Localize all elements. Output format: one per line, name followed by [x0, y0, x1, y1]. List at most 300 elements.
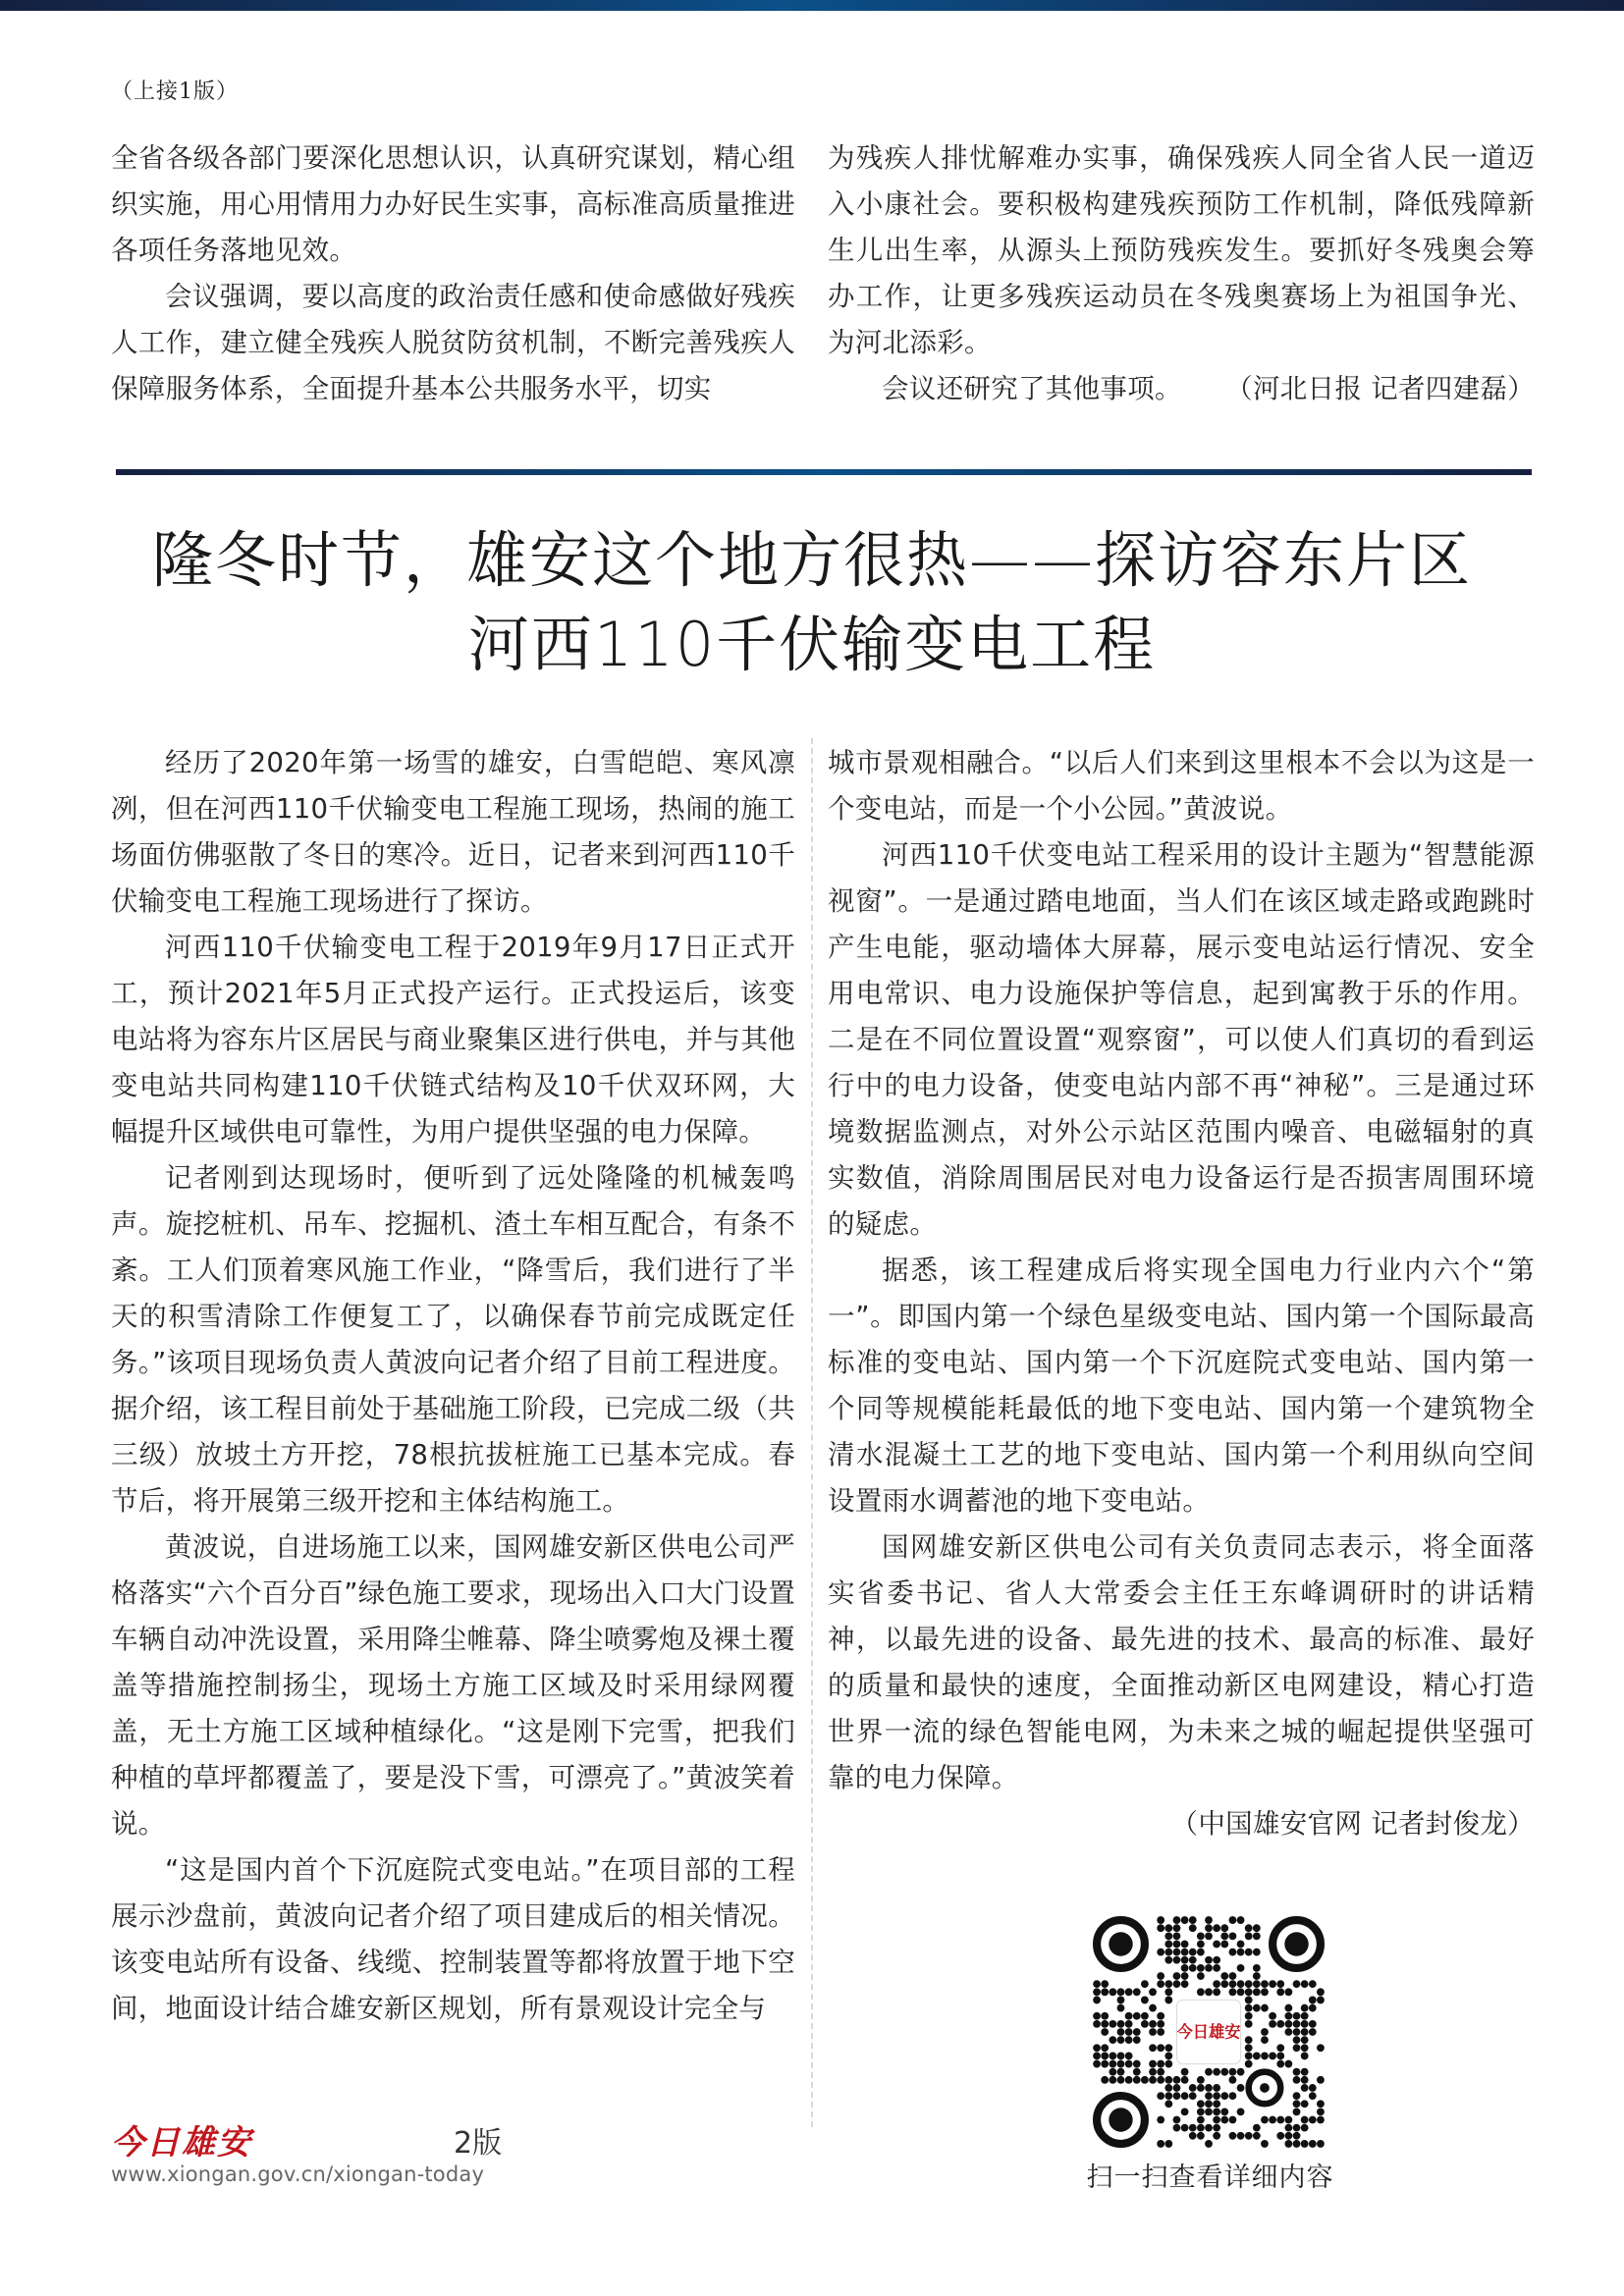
- qr-dot: [1301, 2076, 1309, 2084]
- qr-dot: [1284, 2116, 1292, 2124]
- qr-dot: [1133, 2076, 1141, 2084]
- qr-dot: [1164, 1924, 1172, 1932]
- qr-dot: [1093, 2020, 1101, 2028]
- qr-dot: [1197, 2084, 1205, 2092]
- qr-dot: [1276, 1980, 1284, 1988]
- article-left-column: [111, 740, 795, 2032]
- qr-dot: [1125, 2053, 1133, 2060]
- qr-dot: [1284, 2124, 1292, 2132]
- qr-dot: [1213, 2124, 1220, 2132]
- qr-dot: [1164, 2053, 1172, 2060]
- qr-dot: [1205, 2084, 1213, 2092]
- qr-dot: [1181, 1972, 1189, 1980]
- qr-dot: [1173, 2124, 1181, 2132]
- article-paragraph: 城市景观相融合。“以后人们来到这里根本不会以为这是一个变电站，而是一个小公园。”黄波说。: [828, 747, 1535, 825]
- qr-dot: [1189, 1949, 1197, 1956]
- qr-dot: [1229, 1932, 1237, 1940]
- qr-dot: [1149, 2060, 1157, 2068]
- qr-dot: [1109, 2036, 1116, 2044]
- qr-dot: [1101, 2060, 1109, 2068]
- qr-dot: [1141, 2012, 1149, 2020]
- qr-dot: [1253, 1972, 1261, 1980]
- qr-dot: [1164, 1980, 1172, 1988]
- qr-dot: [1293, 2020, 1301, 2028]
- footer-url[interactable]: www.xiongan.gov.cn/xiongan-today: [111, 2163, 485, 2186]
- qr-dot: [1101, 2012, 1109, 2020]
- qr-dot: [1093, 1997, 1101, 2004]
- qr-dot: [1284, 2020, 1292, 2028]
- qr-dot: [1181, 1941, 1189, 1949]
- qr-dot: [1276, 2132, 1284, 2140]
- qr-center-logo: 今日雄安: [1176, 2022, 1241, 2042]
- qr-dot: [1141, 2076, 1149, 2084]
- qr-dot: [1213, 1964, 1220, 1972]
- qr-dot: [1205, 1956, 1213, 1964]
- qr-dot: [1149, 2068, 1157, 2076]
- qr-dot: [1093, 2053, 1101, 2060]
- qr-dot: [1164, 1949, 1172, 1956]
- qr-dot: [1181, 1916, 1189, 1924]
- qr-dot: [1261, 2116, 1269, 2124]
- qr-dot: [1269, 2053, 1276, 2060]
- qr-dot: [1093, 2044, 1101, 2052]
- qr-dot: [1164, 1997, 1172, 2004]
- qr-dot: [1173, 1924, 1181, 1932]
- qr-dot: [1205, 1964, 1213, 1972]
- qr-dot: [1301, 2116, 1309, 2124]
- qr-dot: [1237, 2108, 1245, 2115]
- qr-dot: [1157, 2092, 1164, 2100]
- qr-dot: [1237, 2132, 1245, 2140]
- qr-dot: [1213, 1924, 1220, 1932]
- qr-dot: [1245, 2004, 1253, 2012]
- qr-dot: [1117, 2020, 1125, 2028]
- qr-dot: [1125, 2076, 1133, 2084]
- qr-dot: [1261, 2053, 1269, 2060]
- qr-dot: [1237, 1964, 1245, 1972]
- qr-dot: [1245, 2053, 1253, 2060]
- qr-dot: [1317, 1997, 1325, 2004]
- qr-dot: [1141, 1980, 1149, 1988]
- qr-dot: [1101, 2020, 1109, 2028]
- qr-dot: [1181, 2076, 1189, 2084]
- qr-dot: [1149, 2044, 1157, 2052]
- qr-dot: [1149, 2004, 1157, 2012]
- qr-dot: [1189, 2084, 1197, 2092]
- qr-dot: [1253, 1980, 1261, 1988]
- qr-dot: [1205, 1988, 1213, 1996]
- qr-dot: [1093, 1988, 1101, 1996]
- qr-dot: [1157, 2116, 1164, 2124]
- qr-dot: [1293, 2028, 1301, 2036]
- qr-caption: 扫一扫查看详细内容: [1086, 2163, 1334, 2193]
- qr-dot: [1101, 2076, 1109, 2084]
- previous-article-closing-row: [828, 366, 1535, 412]
- qr-dot: [1125, 2028, 1133, 2036]
- qr-dot: [1173, 1941, 1181, 1949]
- qr-dot: [1197, 1932, 1205, 1940]
- qr-dot: [1253, 1924, 1261, 1932]
- top-color-bar: [0, 0, 1624, 11]
- qr-dot: [1261, 2028, 1269, 2036]
- qr-dot: [1197, 2132, 1205, 2140]
- previous-article-byline: （河北日报 记者四建磊）: [1225, 373, 1535, 404]
- qr-dot: [1101, 2044, 1109, 2052]
- qr-dot: [1237, 2068, 1245, 2076]
- qr-dot: [1164, 2076, 1172, 2084]
- qr-dot: [1205, 2092, 1213, 2100]
- qr-dot: [1157, 2068, 1164, 2076]
- qr-dot: [1197, 1949, 1205, 1956]
- qr-dot: [1157, 2060, 1164, 2068]
- qr-dot: [1245, 2060, 1253, 2068]
- qr-dot: [1157, 1972, 1164, 1980]
- qr-dot: [1197, 1988, 1205, 1996]
- qr-finder-bottom-left: [1097, 2096, 1145, 2144]
- qr-dot: [1237, 1980, 1245, 1988]
- qr-dot: [1261, 1988, 1269, 1996]
- qr-dot: [1245, 1988, 1253, 1996]
- headline-line-2: 河西110千伏输变电工程: [467, 609, 1157, 680]
- qr-dot: [1237, 1941, 1245, 1949]
- previous-article-closing: 会议还研究了其他事项。: [882, 373, 1182, 404]
- qr-dot: [1157, 2020, 1164, 2028]
- qr-dot: [1125, 1988, 1133, 1996]
- qr-dot: [1301, 1980, 1309, 1988]
- qr-dot: [1164, 2084, 1172, 2092]
- qr-dot: [1117, 2076, 1125, 2084]
- qr-dot: [1220, 2092, 1228, 2100]
- article-paragraph: 国网雄安新区供电公司有关负责同志表示，将全面落实省委书记、省人大常委会主任王东峰调研时的讲话精神，以最先进的设备、最先进的技术、最高的标准、最好的质量和最快的速度，全面推动新区电网建设，精心打造世界一流的绿色智能电网，为未来之城的崛起提供坚强可靠的电力保障。: [828, 1531, 1535, 1793]
- qr-dot: [1293, 1980, 1301, 1988]
- qr-dot: [1317, 2140, 1325, 2148]
- qr-dot: [1245, 2044, 1253, 2052]
- qr-dot: [1293, 2044, 1301, 2052]
- article-paragraph: 据悉，该工程建成后将实现全国电力行业内六个“第一”。即国内第一个绿色星级变电站、国内第一个国际最高标准的变电站、国内第一个下沉庭院式变电站、国内第一个同等规模能耗最低的地下变电站、国内第一个建筑物全清水混凝土工艺的地下变电站、国内第一个利用纵向空间设置雨水调蓄池的地下变电站。: [828, 1255, 1535, 1517]
- qr-dot: [1205, 2140, 1213, 2148]
- qr-dot: [1197, 1972, 1205, 1980]
- section-divider: [116, 469, 1532, 475]
- qr-dot: [1197, 2124, 1205, 2132]
- qr-dot: [1117, 2028, 1125, 2036]
- qr-dot: [1269, 2116, 1276, 2124]
- qr-dot: [1317, 2044, 1325, 2052]
- qr-dot: [1220, 2108, 1228, 2115]
- qr-dot: [1245, 1932, 1253, 1940]
- article-byline: （中国雄安官网 记者封俊龙）: [1170, 1808, 1535, 1840]
- qr-dot: [1301, 2028, 1309, 2036]
- qr-dot: [1220, 1980, 1228, 1988]
- qr-dot: [1101, 1980, 1109, 1988]
- qr-dot: [1253, 2124, 1261, 2132]
- qr-alignment-mark: [1249, 2072, 1281, 2105]
- qr-dot: [1309, 2020, 1317, 2028]
- qr-dot: [1157, 2076, 1164, 2084]
- qr-dot: [1284, 2132, 1292, 2140]
- qr-dot: [1189, 1964, 1197, 1972]
- qr-dot: [1189, 1916, 1197, 1924]
- qr-dot: [1173, 2116, 1181, 2124]
- qr-dot: [1309, 2084, 1317, 2092]
- qr-dot: [1301, 2100, 1309, 2108]
- qr-dot: [1276, 2060, 1284, 2068]
- qr-dot: [1117, 1988, 1125, 1996]
- qr-dot: [1245, 1997, 1253, 2004]
- qr-dot: [1309, 2092, 1317, 2100]
- qr-dot: [1109, 2076, 1116, 2084]
- qr-dot: [1189, 1924, 1197, 1932]
- qr-dot: [1220, 1941, 1228, 1949]
- qr-dot: [1253, 1949, 1261, 1956]
- previous-article-paragraph: 为残疾人排忧解难办实事，确保残疾人同全省人民一道迈入小康社会。要积极构建残疾预防工作机制，降低残障新生儿出生率，从源头上预防残疾发生。要抓好冬残奥会筹办工作，让更多残疾运动员在冬残奥赛场上为祖国争光、为河北添彩。: [828, 142, 1535, 358]
- qr-dot: [1293, 2124, 1301, 2132]
- article-paragraph: 河西110千伏变电站工程采用的设计主题为“智慧能源视窗”。一是通过踏电地面，当人们在该区域走路或跑跳时产生电能，驱动墙体大屏幕，展示变电站运行情况、安全用电常识、电力设施保护等信息，起到寓教于乐的作用。二是在不同位置设置“观察窗”，可以使人们真切的看到运行中的电力设备，使变电站内部不再“神秘”。三是通过环境数据监测点，对外公示站区范围内噪音、电磁辐射的真实数值，消除周围居民对电力设备运行是否损害周围环境的疑虑。: [828, 839, 1535, 1240]
- qr-dot: [1117, 2036, 1125, 2044]
- qr-dot: [1164, 1956, 1172, 1964]
- qr-dot: [1117, 2004, 1125, 2012]
- qr-dot: [1220, 1932, 1228, 1940]
- qr-dot: [1220, 1972, 1228, 1980]
- qr-dot: [1197, 1941, 1205, 1949]
- qr-dot: [1301, 2012, 1309, 2020]
- qr-dot: [1164, 1932, 1172, 1940]
- qr-dot: [1213, 1941, 1220, 1949]
- qr-dot: [1181, 1980, 1189, 1988]
- qr-dot: [1213, 2092, 1220, 2100]
- qr-dot: [1173, 1980, 1181, 1988]
- qr-dot: [1269, 2020, 1276, 2028]
- qr-dot: [1237, 2084, 1245, 2092]
- qr-dot: [1293, 2068, 1301, 2076]
- qr-dot: [1173, 2076, 1181, 2084]
- qr-dot: [1164, 2092, 1172, 2100]
- qr-dot: [1133, 2028, 1141, 2036]
- qr-dot: [1205, 2100, 1213, 2108]
- qr-dot: [1253, 1932, 1261, 1940]
- qr-dot: [1109, 2068, 1116, 2076]
- article-paragraph: 黄波说，自进场施工以来，国网雄安新区供电公司严格落实“六个百分百”绿色施工要求，现场出入口大门设置车辆自动冲洗设置，采用降尘帷幕、降尘喷雾炮及裸土覆盖等措施控制扬尘，现场土方施工区域及时采用绿网覆盖，无土方施工区域种植绿化。“这是刚下完雪，把我们种植的草坪都覆盖了，要是没下雪，可漂亮了。”黄波笑着说。: [111, 1531, 795, 1840]
- headline-line-1: 隆冬时节，雄安这个地方很热——探访容东片区: [151, 524, 1472, 596]
- qr-dot: [1213, 1988, 1220, 1996]
- qr-dot: [1284, 2140, 1292, 2148]
- qr-dot: [1276, 2116, 1284, 2124]
- qr-dot: [1197, 2076, 1205, 2084]
- qr-dot: [1197, 1964, 1205, 1972]
- qr-dot: [1109, 2020, 1116, 2028]
- qr-dot: [1164, 2140, 1172, 2148]
- qr-dot: [1309, 2116, 1317, 2124]
- qr-dot: [1229, 1988, 1237, 1996]
- qr-dot: [1181, 2092, 1189, 2100]
- qr-dot: [1309, 1997, 1317, 2004]
- qr-dot: [1157, 1924, 1164, 1932]
- qr-dot: [1181, 1964, 1189, 1972]
- qr-dot: [1125, 2060, 1133, 2068]
- article-paragraph: 河西110千伏输变电工程于2019年9月17日正式开工，预计2021年5月正式投产运行。正式投运后，该变电站将为容东片区居民与商业聚集区进行供电，并与其他变电站共同构建110千伏链式结构及10千伏双环网，大幅提升区域供电可靠性，为用户提供坚强的电力保障。: [111, 932, 795, 1148]
- qr-dot: [1229, 1980, 1237, 1988]
- qr-dot: [1293, 2140, 1301, 2148]
- qr-dot: [1181, 2068, 1189, 2076]
- qr-dot: [1276, 2053, 1284, 2060]
- qr-dot: [1276, 2020, 1284, 2028]
- qr-dot: [1301, 2044, 1309, 2052]
- qr-dot: [1229, 2068, 1237, 2076]
- qr-dot: [1293, 2092, 1301, 2100]
- qr-dot: [1157, 2044, 1164, 2052]
- qr-dot: [1284, 2012, 1292, 2020]
- qr-dot: [1245, 1924, 1253, 1932]
- qr-dot: [1229, 2116, 1237, 2124]
- column-divider: [811, 738, 813, 2127]
- qr-dot: [1317, 1988, 1325, 1996]
- qr-dot: [1164, 1941, 1172, 1949]
- qr-dot: [1213, 1980, 1220, 1988]
- qr-dot: [1205, 2124, 1213, 2132]
- qr-dot: [1253, 2132, 1261, 2140]
- qr-dot: [1317, 2116, 1325, 2124]
- qr-dot: [1213, 2108, 1220, 2115]
- qr-dot: [1253, 1964, 1261, 1972]
- qr-dot: [1317, 2108, 1325, 2115]
- qr-dot: [1301, 2068, 1309, 2076]
- qr-dot: [1245, 2132, 1253, 2140]
- qr-dot: [1253, 2004, 1261, 2012]
- qr-dot: [1181, 2124, 1189, 2132]
- qr-dot: [1220, 2116, 1228, 2124]
- qr-dot: [1293, 2100, 1301, 2108]
- qr-dot: [1189, 2132, 1197, 2140]
- qr-dot: [1197, 2100, 1205, 2108]
- qr-dot: [1109, 1988, 1116, 1996]
- qr-dot: [1213, 1956, 1220, 1964]
- qr-dot: [1301, 2036, 1309, 2044]
- qr-dot: [1229, 1972, 1237, 1980]
- qr-dot: [1213, 2100, 1220, 2108]
- qr-dot: [1205, 2108, 1213, 2115]
- qr-dot: [1149, 2028, 1157, 2036]
- qr-dot: [1093, 2060, 1101, 2068]
- qr-dot: [1117, 1997, 1125, 2004]
- qr-dot: [1149, 2020, 1157, 2028]
- qr-dot: [1093, 1980, 1101, 1988]
- qr-dot: [1157, 1916, 1164, 1924]
- qr-dot: [1101, 2028, 1109, 2036]
- qr-dot: [1181, 2108, 1189, 2115]
- qr-dot: [1261, 2004, 1269, 2012]
- qr-dot: [1173, 1916, 1181, 1924]
- qr-dot: [1133, 1988, 1141, 1996]
- qr-dot: [1213, 2132, 1220, 2140]
- qr-dot: [1293, 2132, 1301, 2140]
- qr-dot: [1157, 2140, 1164, 2148]
- qr-dot: [1117, 2053, 1125, 2060]
- previous-article-paragraph: 全省各级各部门要深化思想认识，认真研究谋划，精心组织实施，用心用情用力办好民生实事，高标准高质量推进各项任务落地见效。: [111, 142, 795, 266]
- qr-dot: [1205, 1916, 1213, 1924]
- qr-dot: [1181, 1949, 1189, 1956]
- qr-dot: [1141, 1997, 1149, 2004]
- continued-from-label: （上接1版）: [111, 80, 239, 104]
- qr-dot: [1220, 2068, 1228, 2076]
- qr-dot: [1149, 2076, 1157, 2084]
- qr-dot: [1276, 1988, 1284, 1996]
- qr-dot: [1157, 1949, 1164, 1956]
- qr-dot: [1261, 2140, 1269, 2148]
- qr-dot: [1309, 1980, 1317, 1988]
- qr-dot: [1164, 2044, 1172, 2052]
- qr-dot: [1229, 1949, 1237, 1956]
- qr-dot: [1117, 2060, 1125, 2068]
- previous-article-paragraph: 会议强调，要以高度的政治责任感和使命感做好残疾人工作，建立健全残疾人脱贫防贫机制，不断完善残疾人保障服务体系，全面提升基本公共服务水平，切实: [111, 281, 795, 404]
- qr-dot: [1220, 1924, 1228, 1932]
- qr-dot: [1261, 2036, 1269, 2044]
- qr-dot: [1133, 2060, 1141, 2068]
- qr-dot: [1245, 1949, 1253, 1956]
- qr-finder-top-right: [1272, 1920, 1321, 1968]
- qr-dot: [1173, 2092, 1181, 2100]
- qr-dot: [1229, 2076, 1237, 2084]
- article-headline: [98, 518, 1526, 687]
- qr-dot: [1253, 2053, 1261, 2060]
- qr-dot: [1164, 2060, 1172, 2068]
- qr-dot: [1269, 1980, 1276, 1988]
- qr-dot: [1173, 2084, 1181, 2092]
- qr-dot: [1309, 2028, 1317, 2036]
- article-paragraph: “这是国内首个下沉庭院式变电站。”在项目部的工程展示沙盘前，黄波向记者介绍了项目建成后的相关情况。该变电站所有设备、线缆、控制装置等都将放置于地下空间，地面设计结合雄安新区规划，所有景观设计完全与: [111, 1854, 795, 2024]
- qr-dot: [1309, 2004, 1317, 2012]
- footer-logo: 今日雄安: [111, 2123, 252, 2163]
- qr-dot: [1229, 2132, 1237, 2140]
- qr-dot: [1269, 2012, 1276, 2020]
- qr-dot: [1117, 2068, 1125, 2076]
- qr-dot: [1245, 2020, 1253, 2028]
- qr-dot: [1317, 2100, 1325, 2108]
- qr-dot: [1173, 1972, 1181, 1980]
- qr-dot: [1213, 2084, 1220, 2092]
- qr-dot: [1301, 2020, 1309, 2028]
- qr-dot: [1293, 2108, 1301, 2115]
- qr-dot: [1133, 2036, 1141, 2044]
- qr-dot: [1157, 2012, 1164, 2020]
- qr-dot: [1109, 2053, 1116, 2060]
- qr-dot: [1293, 2012, 1301, 2020]
- qr-dot: [1125, 2012, 1133, 2020]
- qr-dot: [1261, 1980, 1269, 1988]
- qr-dot: [1301, 2084, 1309, 2092]
- qr-dot: [1245, 1980, 1253, 1988]
- article-paragraph: 记者刚到达现场时，便听到了远处隆隆的机械轰鸣声。旋挖桩机、吊车、挖掘机、渣土车相互配合，有条不紊。工人们顶着寒风施工作业，“降雪后，我们进行了半天的积雪清除工作便复工了，以确保春节前完成既定任务。”该项目现场负责人黄波向记者介绍了目前工程进度。据介绍，该工程目前处于基础施工阶段，已完成二级（共三级）放坡土方开挖，78根抗拔桩施工已基本完成。春节后，将开展第三级开挖和主体结构施工。: [111, 1162, 795, 1517]
- qr-dot: [1157, 2028, 1164, 2036]
- qr-dot: [1141, 2020, 1149, 2028]
- qr-dot: [1284, 2028, 1292, 2036]
- qr-dot: [1205, 2068, 1213, 2076]
- qr-dot: [1164, 1988, 1172, 1996]
- qr-dot: [1093, 2012, 1101, 2020]
- qr-dot: [1301, 2140, 1309, 2148]
- qr-dot: [1181, 1956, 1189, 1964]
- qr-dot: [1149, 1988, 1157, 1996]
- qr-code-icon[interactable]: [1093, 1916, 1325, 2148]
- qr-dot: [1197, 2116, 1205, 2124]
- qr-dot: [1301, 2124, 1309, 2132]
- qr-dot: [1164, 2100, 1172, 2108]
- qr-dot: [1197, 2108, 1205, 2115]
- qr-dot: [1173, 1949, 1181, 1956]
- qr-dot: [1301, 2004, 1309, 2012]
- qr-dot: [1133, 2012, 1141, 2020]
- qr-dot: [1213, 2068, 1220, 2076]
- qr-dot: [1237, 1916, 1245, 1924]
- qr-dot: [1253, 1988, 1261, 1996]
